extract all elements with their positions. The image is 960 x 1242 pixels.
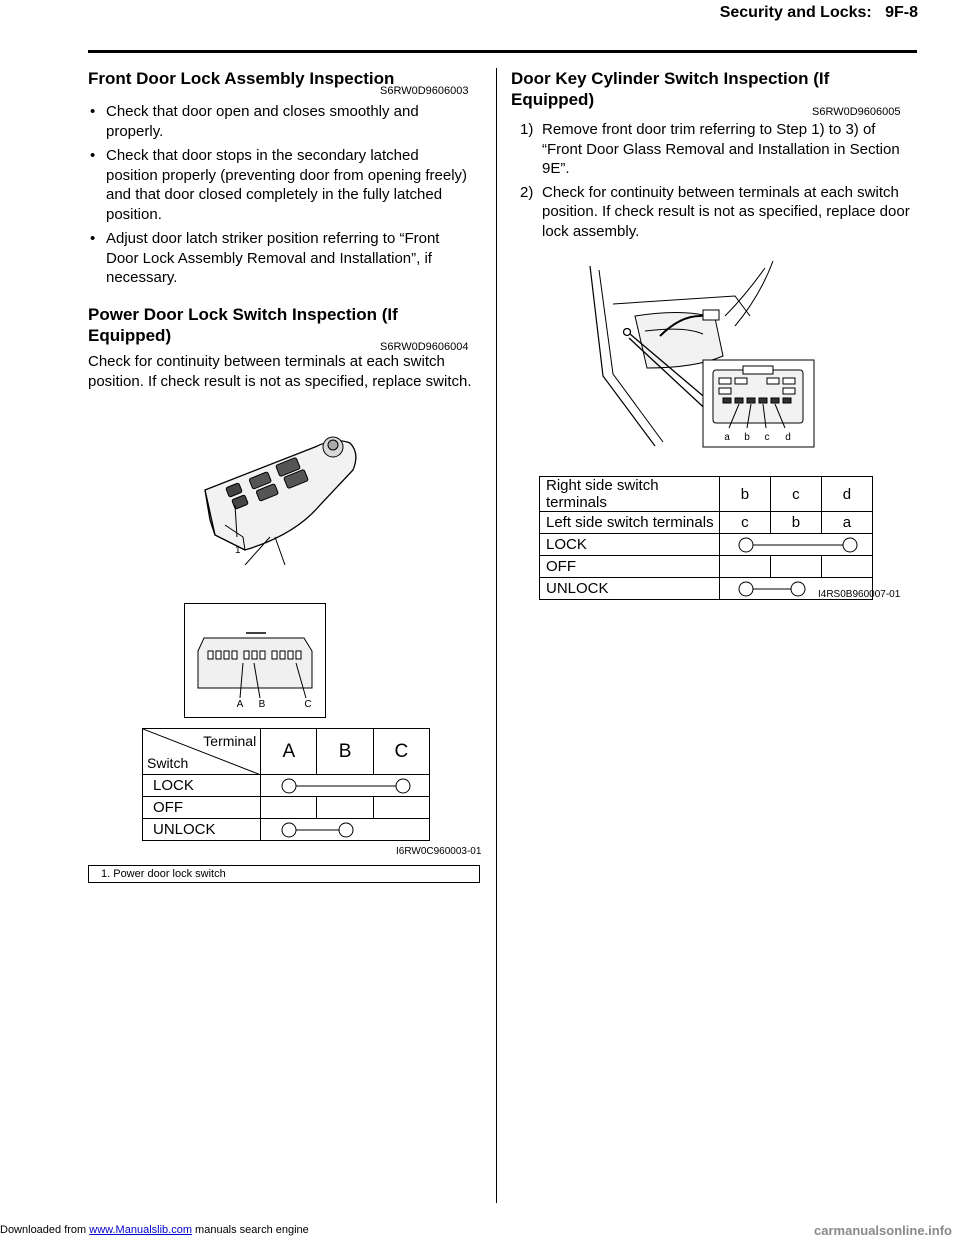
power-switch-connector-illustration: [184, 603, 326, 718]
column-header-a: A: [261, 729, 317, 775]
step-item: [520, 183, 915, 242]
key-cylinder-continuity-table: [539, 476, 873, 600]
continuity-unlock-a-b: [261, 819, 430, 841]
bullet-item: • Check that door stops in the secondary latched position properly (preventing door from opening freely) and that door closed completely in the fully latched position.: [88, 146, 468, 224]
step-number: 1): [520, 121, 534, 138]
right-terminal-1: b: [719, 477, 770, 512]
figure-legend: 1. Power door lock switch: [88, 865, 480, 883]
section-title-key-cylinder: [511, 68, 829, 110]
right-terminal-3: d: [821, 477, 872, 512]
inspection-bullet-list: [88, 102, 468, 293]
row-label-off: OFF: [143, 797, 261, 819]
footer-manualslib-link[interactable]: www.Manualslib.com: [89, 1224, 192, 1236]
step-text: Remove front door trim referring to Step 1) to 3) of “Front Door Glass Removal and Installation in Section 9E”.: [542, 121, 900, 177]
section-title-front-door-lock: Front Door Lock Assembly Inspection: [88, 69, 395, 88]
section-code-2: S6RW0D9606004: [380, 341, 469, 353]
row-label-unlock: UNLOCK: [143, 819, 261, 841]
section-title-line: Door Key Cylinder Switch Inspection (If: [511, 69, 830, 88]
section-title-line: Equipped): [511, 90, 595, 109]
bullet-item: • Adjust door latch striker position referring to “Front Door Lock Assembly Removal and Installation”, if necessary.: [88, 229, 468, 288]
table-cell: [261, 797, 317, 819]
table-corner-header: [143, 729, 261, 775]
header-page-number: 9F-8: [885, 4, 918, 21]
row-label-lock: LOCK: [540, 534, 720, 556]
footer-suffix: manuals search engine: [195, 1224, 309, 1236]
step-number: 2): [520, 183, 534, 201]
right-terminal-2: c: [770, 477, 821, 512]
row-label-off: OFF: [540, 556, 720, 578]
column-divider: [496, 68, 497, 1203]
connector-label-a: a: [724, 432, 730, 443]
left-terminal-1: c: [719, 512, 770, 534]
connector-label-a: A: [236, 699, 244, 710]
left-terminal-2: b: [770, 512, 821, 534]
table-cell: [770, 556, 821, 578]
figure-id-left: I6RW0C960003-01: [396, 846, 482, 857]
header-rule: [88, 50, 917, 53]
table-cell: [317, 797, 373, 819]
header-terminal: Terminal: [203, 733, 257, 749]
power-switch-continuity-table: [142, 728, 430, 841]
continuity-lock-a-c: [261, 775, 430, 797]
watermark: carmanualsonline.info: [814, 1223, 952, 1238]
section-code-1: S6RW0D9606003: [380, 85, 469, 97]
column-header-b: B: [317, 729, 373, 775]
table-cell: [373, 797, 429, 819]
connector-label-b: B: [258, 699, 266, 710]
left-terminal-3: a: [821, 512, 872, 534]
section-title-power-door-lock: [88, 304, 398, 346]
step-item: [520, 120, 915, 179]
row-label-unlock: UNLOCK: [540, 578, 720, 600]
bullet-item: • Check that door open and closes smoothly and properly.: [88, 102, 468, 141]
header-title: Security and Locks:: [719, 4, 872, 21]
figure-id-right: I4RS0B960007-01: [818, 589, 901, 600]
header-switch: Switch: [147, 755, 189, 771]
section-title-line: Power Door Lock Switch Inspection (If: [88, 305, 398, 324]
connector-label-c: c: [764, 432, 770, 443]
table-cell: [821, 556, 872, 578]
power-door-lock-switch-illustration: [185, 425, 365, 565]
connector-label-b: b: [744, 432, 750, 443]
column-header-c: C: [373, 729, 429, 775]
section-body-power-door-lock: Check for continuity between terminals at each switch position. If check result is not as specified, replace switch.: [88, 353, 472, 390]
page-header: [720, 4, 918, 22]
footer-prefix: Downloaded from: [0, 1224, 87, 1236]
step-text: Check for continuity between terminals at each switch position. If check result is not as specified, replace door lock assembly.: [542, 183, 910, 240]
continuity-lock: [719, 534, 872, 556]
table-cell: [719, 556, 770, 578]
door-key-cylinder-illustration: [585, 256, 815, 448]
row-label-left-side: Left side switch terminals: [540, 512, 720, 534]
switch-callout-label: 1: [235, 545, 241, 556]
connector-label-d: d: [785, 432, 791, 443]
row-label-lock: LOCK: [143, 775, 261, 797]
section-title-line: Equipped): [88, 326, 172, 345]
row-label-right-side: Right side switch terminals: [540, 477, 720, 512]
connector-label-c: C: [304, 699, 312, 710]
procedure-steps: [520, 120, 915, 245]
section-code-3: S6RW0D9606005: [812, 106, 901, 118]
page-footer: [0, 1224, 309, 1236]
